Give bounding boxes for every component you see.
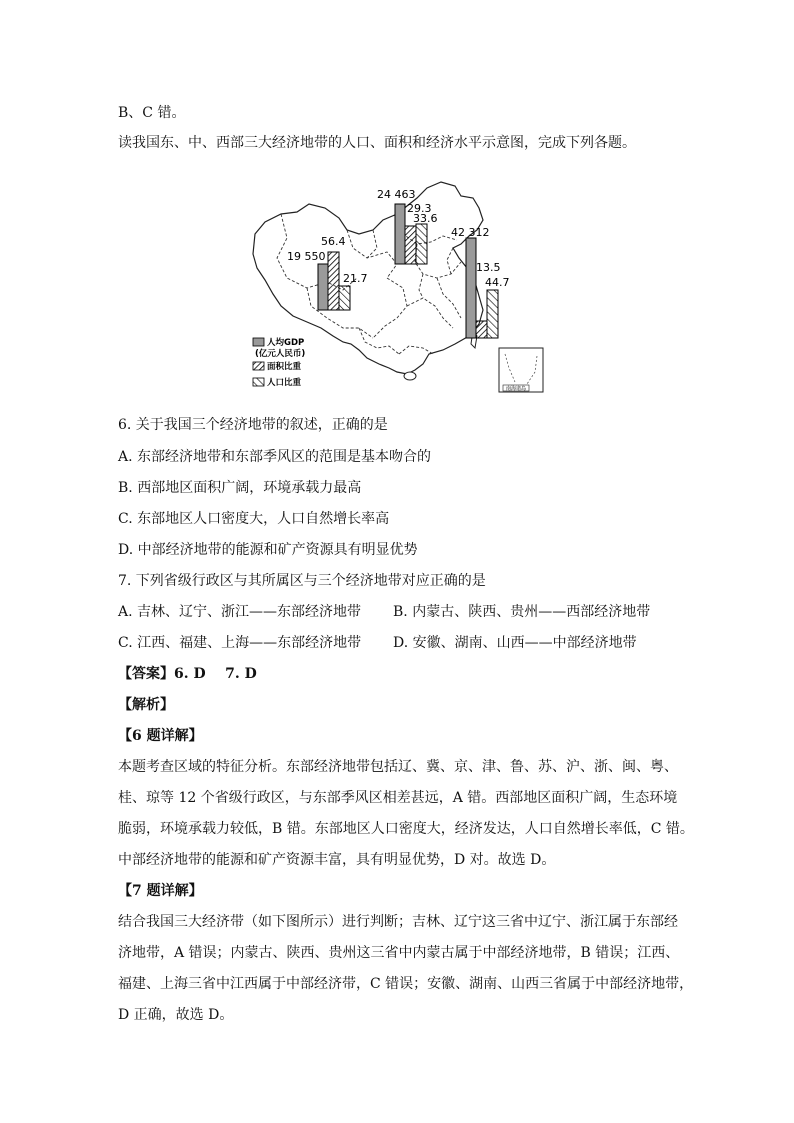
legend-gdp-unit: (亿元人民币) [255, 349, 306, 359]
west-gdp-bar [318, 264, 328, 310]
central-area-bar [405, 226, 416, 264]
legend-area-label: 面积比重 [267, 362, 302, 372]
q7-option-c: C. 江西、福建、上海——东部经济地带 [118, 635, 362, 651]
west-area-bar [328, 252, 339, 310]
central-pop-bar [416, 224, 427, 264]
east-pop-bar [487, 290, 498, 338]
detail-6-line: 中部经济地带的能源和矿产资源丰富，具有明显优势，D 对。故选 D。 [118, 852, 556, 868]
q7-option-d: D. 安徽、湖南、山西——中部经济地带 [393, 635, 637, 651]
detail-6-line: 脆弱，环境承载力较低，B 错。东部地区人口密度大，经济发达，人口自然增长率低，C 错。 [118, 821, 694, 837]
previous-answer-tail: B、C 错。 [118, 105, 186, 121]
detail-6-line: 本题考查区域的特征分析。东部经济地带包括辽、冀、京、津、鲁、苏、沪、浙、闽、粤、 [118, 759, 678, 775]
q7-stem: 7. 下列省级行政区与其所属区与三个经济地带对应正确的是 [118, 573, 486, 589]
east-gdp-label: 42 312 [451, 226, 490, 239]
detail-7-line: 济地带，A 错误；内蒙古、陕西、贵州这三省中内蒙古属于中部经济地带，B 错误；江西、 [118, 945, 680, 961]
legend-area-swatch [253, 362, 264, 370]
west-pop-label: 21.7 [343, 272, 368, 285]
analysis-label: 【解析】 [118, 697, 174, 713]
legend-pop-label: 人口比重 [267, 378, 302, 388]
detail-7-line: 福建、上海三省中江西属于中部经济带，C 错误；安徽、湖南、山西三省属于中部经济地带， [118, 976, 694, 992]
q6-option-a: A. 东部经济地带和东部季风区的范围是基本吻合的 [118, 449, 432, 465]
detail-6-label: 【6 题详解】 [118, 728, 203, 744]
q6-stem: 6. 关于我国三个经济地带的叙述，正确的是 [118, 417, 388, 433]
q6-option-c: C. 东部地区人口密度大，人口自然增长率高 [118, 511, 390, 527]
west-pop-bar [339, 286, 350, 310]
south-china-sea-inset [499, 348, 543, 392]
west-gdp-label: 19 550 [287, 250, 326, 263]
legend-gdp-label: 人均GDP [267, 338, 305, 348]
east-gdp-bar [466, 238, 476, 338]
china-map-chart [247, 178, 549, 398]
answer-line: 【答案】6. D 7. D [118, 666, 257, 682]
q7-option-b: B. 内蒙古、陕西、贵州——西部经济地带 [393, 604, 651, 620]
legend-gdp-swatch [253, 338, 264, 346]
inset-label: 南海诸岛 [505, 386, 527, 392]
central-area-label: 29.3 [407, 202, 432, 215]
detail-7-line: D 正确，故选 D。 [118, 1007, 234, 1023]
central-gdp-label: 24 463 [377, 188, 416, 201]
central-gdp-bar [395, 204, 405, 264]
q6-option-d: D. 中部经济地带的能源和矿产资源具有明显优势 [118, 542, 418, 558]
question-intro: 读我国东、中、西部三大经济地带的人口、面积和经济水平示意图，完成下列各题。 [118, 135, 636, 151]
central-pop-label: 33.6 [413, 212, 438, 225]
detail-7-line: 结合我国三大经济带（如下图所示）进行判断；吉林、辽宁这三省中辽宁、浙江属于东部经 [118, 914, 678, 930]
west-area-label: 56.4 [321, 235, 346, 248]
legend [253, 337, 305, 388]
q6-option-b: B. 西部地区面积广阔，环境承载力最高 [118, 480, 362, 496]
q7-option-a: A. 吉林、辽宁、浙江——东部经济地带 [118, 604, 362, 620]
legend-pop-swatch [253, 378, 264, 386]
detail-7-label: 【7 题详解】 [118, 883, 203, 899]
detail-6-line: 桂、琼等 12 个省级行政区，与东部季风区相差甚远，A 错。西部地区面积广阔，生态环境 [118, 790, 678, 806]
east-area-bar [476, 321, 487, 338]
east-area-label: 13.5 [476, 261, 501, 274]
economic-zones-map-figure [247, 178, 549, 398]
east-pop-label: 44.7 [485, 276, 510, 289]
